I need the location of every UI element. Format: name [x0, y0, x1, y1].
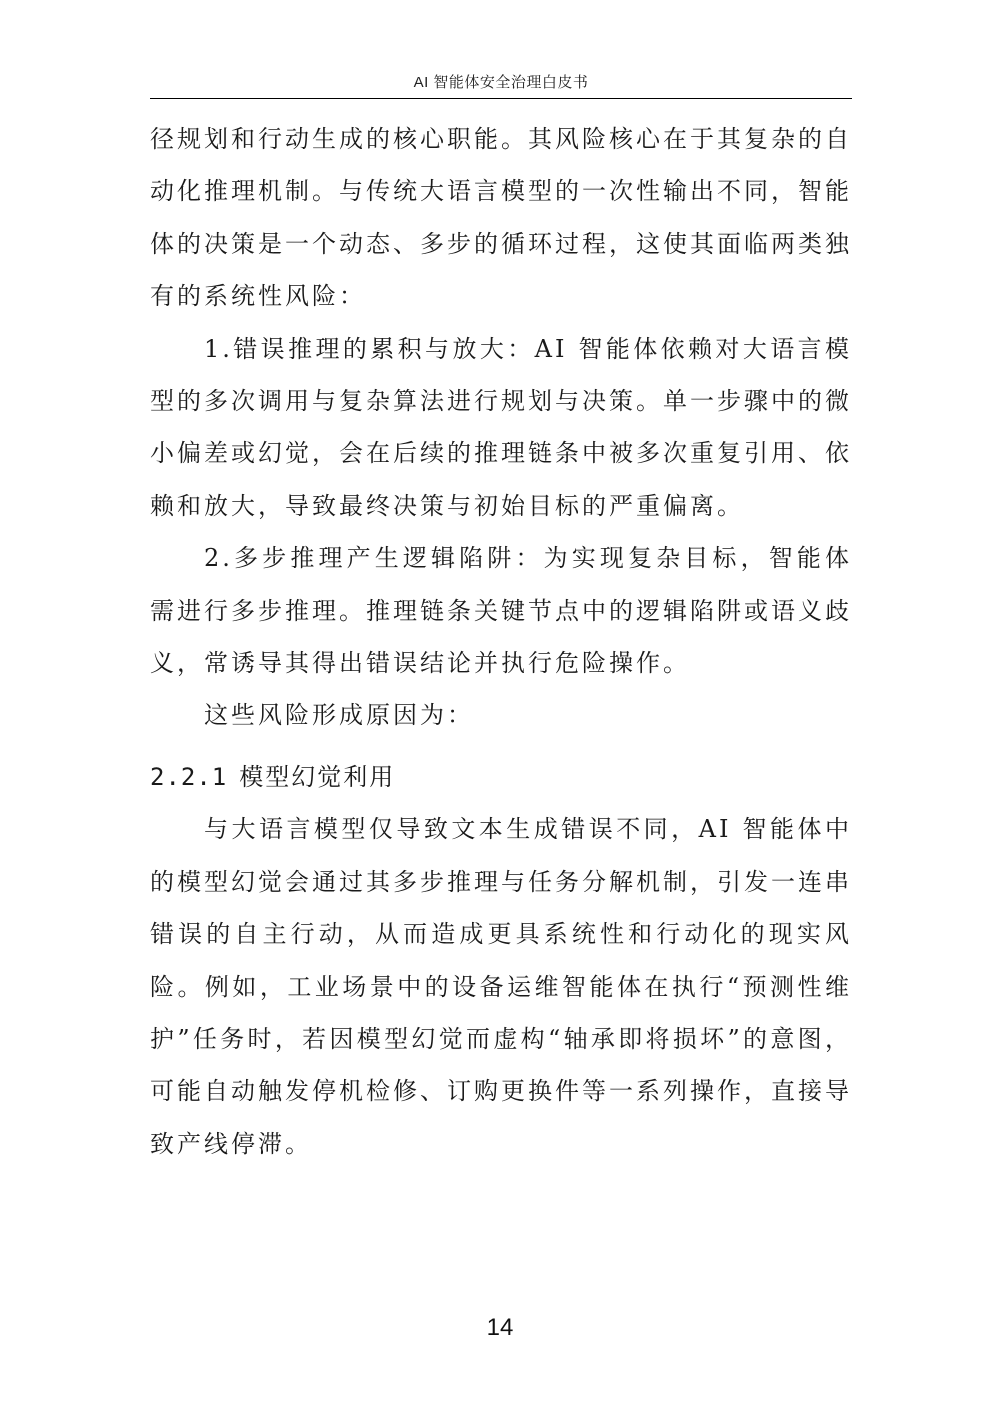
paragraph-intro: 径规划和行动生成的核心职能。其风险核心在于其复杂的自动化推理机制。与传统大语言模型的一次性输出不同，智能体的决策是一个动态、多步的循环过程，这使其面临两类独有的系统性风险： — [150, 125, 852, 311]
section-heading — [150, 751, 852, 803]
section-number: 2.2.1 — [150, 762, 228, 791]
header-divider — [150, 98, 852, 99]
paragraph-section-body: 与大语言模型仅导致文本生成错误不同，AI 智能体中的模型幻觉会通过其多步推理与任务分解机制，引发一连串错误的自主行动，从而造成更具系统性和行动化的现实风险。例如，工业场景中的设备运维智能体在执行“预测性维护”任务时，若因模型幻觉而虚构“轴承即将损坏”的意图，可能自动触发停机检修、订购更换件等一系列操作，直接导致产线停滞。 — [150, 815, 852, 1158]
paragraph-causes-lead: 这些风险形成原因为： — [204, 701, 474, 730]
page-number: 14 — [486, 1314, 514, 1341]
paragraph-point-2: 2.多步推理产生逻辑陷阱：为实现复杂目标，智能体需进行多步推理。推理链条关键节点中的逻辑陷阱或语义歧义，常诱导其得出错误结论并执行危险操作。 — [150, 544, 852, 678]
section-title: 模型幻觉利用 — [239, 762, 396, 791]
paragraph-point-1: 1.错误推理的累积与放大：AI 智能体依赖对大语言模型的多次调用与复杂算法进行规划与决策。单一步骤中的微小偏差或幻觉，会在后续的推理链条中被多次重复引用、依赖和放大，导致最终决策与初始目标的严重偏离。 — [150, 334, 852, 520]
running-header: AI 智能体安全治理白皮书 — [413, 74, 589, 91]
page-body — [150, 113, 852, 1170]
